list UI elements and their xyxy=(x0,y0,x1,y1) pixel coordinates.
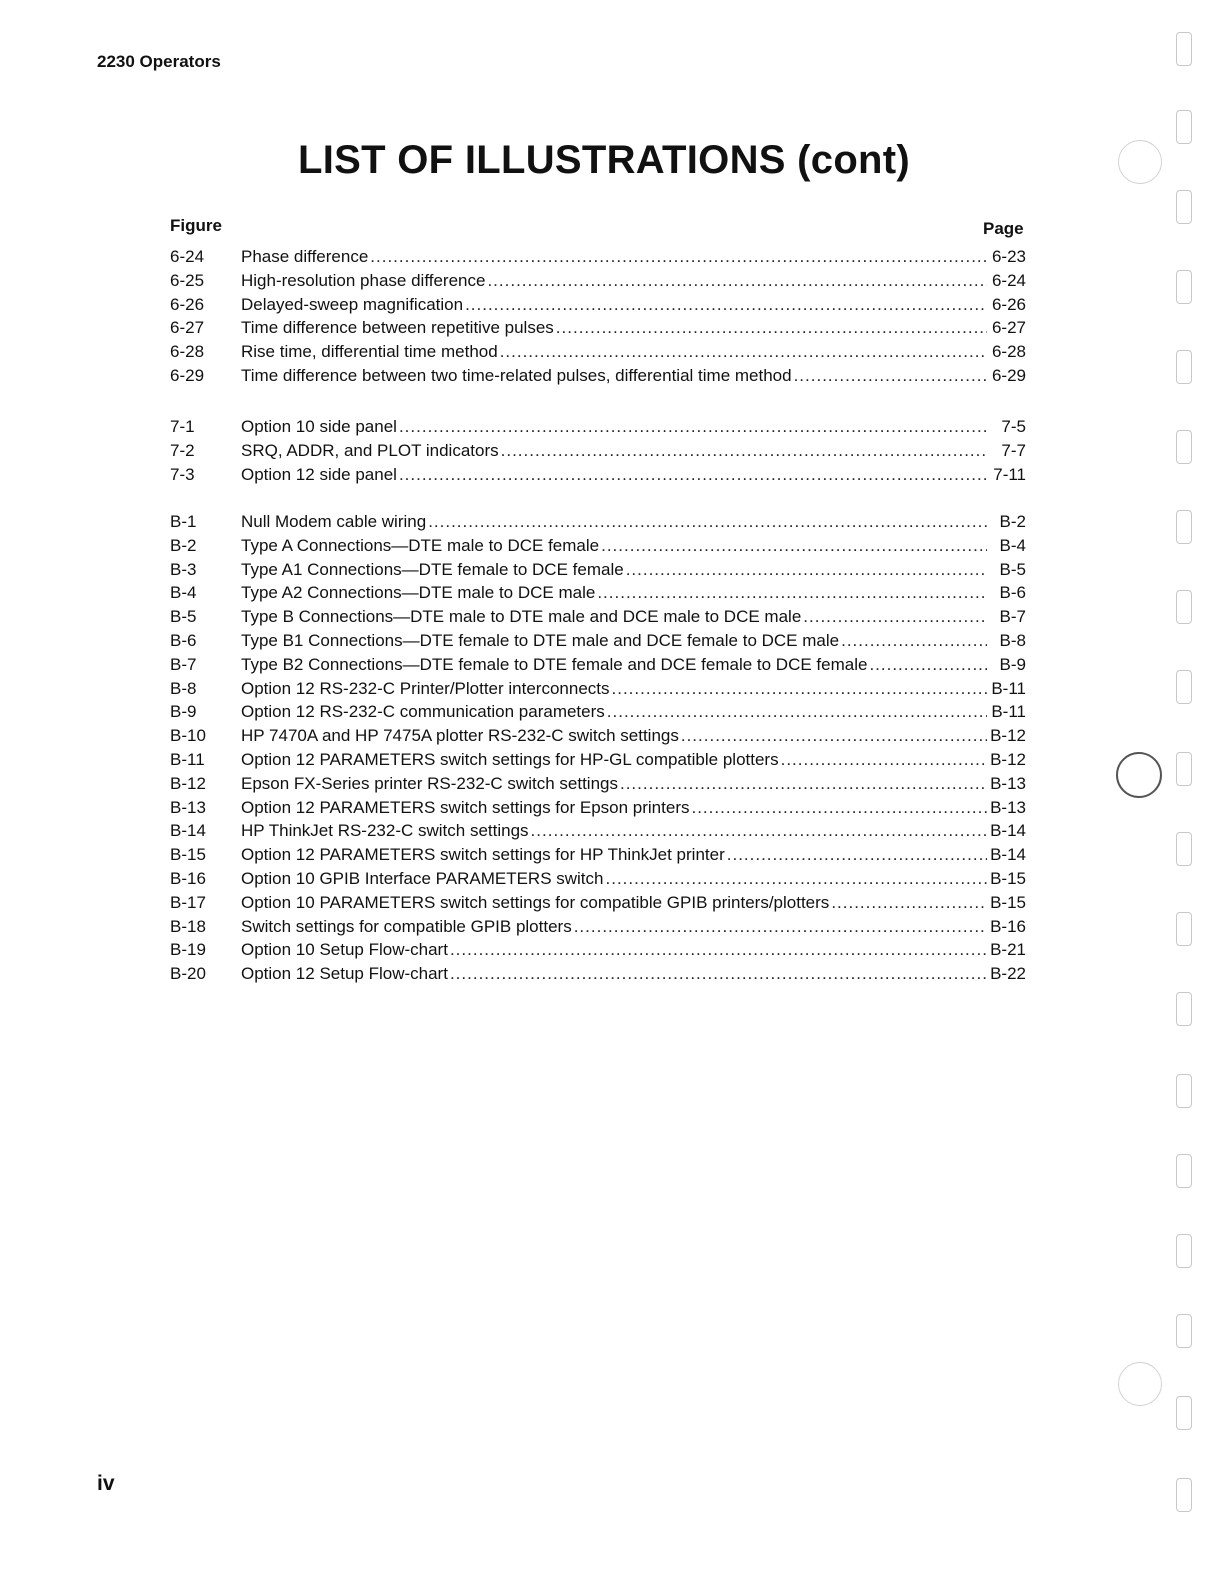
figure-number: B-14 xyxy=(170,821,206,841)
punch-hole xyxy=(1176,1314,1192,1348)
figure-entry xyxy=(170,605,1026,629)
dot-leader xyxy=(606,867,988,891)
figure-number: B-8 xyxy=(170,678,197,698)
dot-leader xyxy=(727,843,987,867)
figure-number: 6-26 xyxy=(170,294,205,314)
figure-entry xyxy=(170,581,1026,605)
punch-hole xyxy=(1176,430,1192,464)
figure-entry xyxy=(170,629,1026,653)
figure-caption: Type B1 Connections—DTE female to DTE male and DCE female to DCE male xyxy=(241,630,840,650)
dot-leader xyxy=(597,581,987,605)
punch-hole xyxy=(1176,190,1192,224)
punch-hole xyxy=(1176,1234,1192,1268)
figure-entry xyxy=(170,700,1026,724)
figure-page-ref: B-15 xyxy=(990,892,1026,912)
figure-number: B-19 xyxy=(170,940,206,960)
figure-page-ref: 7-11 xyxy=(993,464,1026,484)
punch-hole xyxy=(1176,992,1192,1026)
figure-caption: Time difference between repetitive pulses xyxy=(241,318,554,338)
figure-entry xyxy=(170,364,1026,388)
figure-page-ref: 6-23 xyxy=(991,247,1026,266)
figure-page-ref: 6-28 xyxy=(991,342,1026,362)
dot-leader xyxy=(370,245,987,269)
punch-hole xyxy=(1176,1074,1192,1108)
figure-page-ref: B-11 xyxy=(991,702,1026,722)
figure-entry xyxy=(170,340,1026,364)
figure-entry xyxy=(170,510,1026,534)
figure-group-chapter-7 xyxy=(170,415,1026,486)
figure-page-ref: 6-26 xyxy=(991,294,1026,314)
punch-hole xyxy=(1176,110,1192,144)
figure-caption: Option 10 GPIB Interface PARAMETERS switch xyxy=(241,868,604,888)
figure-page-ref: B-14 xyxy=(990,845,1026,865)
figure-caption: SRQ, ADDR, and PLOT indicators xyxy=(241,440,499,460)
figure-entry xyxy=(170,653,1026,677)
punch-hole xyxy=(1176,912,1192,946)
figure-caption: Time difference between two time-related pulses, differential time method xyxy=(241,365,792,385)
figure-number: B-12 xyxy=(170,773,206,793)
dot-leader xyxy=(831,891,987,915)
figure-page-ref: B-16 xyxy=(990,916,1026,936)
figure-caption: Option 12 side panel xyxy=(241,464,397,484)
figure-number: B-13 xyxy=(170,797,206,817)
figure-number: B-18 xyxy=(170,916,206,936)
figure-entry xyxy=(170,245,1026,269)
figure-number: B-9 xyxy=(170,702,197,722)
dot-leader xyxy=(501,439,987,463)
figure-number: B-10 xyxy=(170,726,206,746)
binder-ring-hole xyxy=(1116,752,1162,798)
figure-number: 6-27 xyxy=(170,318,205,338)
figure-entry xyxy=(170,415,1026,439)
figure-number: B-16 xyxy=(170,868,206,888)
figure-caption: HP 7470A and HP 7475A plotter RS-232-C switch settings xyxy=(241,726,679,746)
punch-hole xyxy=(1176,32,1192,66)
figure-caption: Phase difference xyxy=(241,247,369,266)
figure-page-ref: B-2 xyxy=(999,512,1026,531)
dot-leader xyxy=(601,534,987,558)
figure-page-ref: 6-27 xyxy=(991,318,1026,338)
dot-leader xyxy=(781,748,987,772)
figure-caption: High-resolution phase difference xyxy=(241,270,486,290)
punch-hole xyxy=(1176,1396,1192,1430)
figure-entry xyxy=(170,938,1026,962)
figure-caption: Rise time, differential time method xyxy=(241,342,498,362)
figure-entry xyxy=(170,463,1026,487)
punch-hole xyxy=(1176,1154,1192,1188)
figure-page-ref: B-8 xyxy=(999,630,1026,650)
figure-page-ref: 7-7 xyxy=(1001,440,1026,460)
figure-caption: Type B Connections—DTE male to DTE male and DCE male to DCE male xyxy=(241,607,802,627)
figure-number: B-11 xyxy=(170,749,205,769)
figure-entry xyxy=(170,558,1026,582)
dot-leader xyxy=(465,293,987,317)
dot-leader xyxy=(399,463,987,487)
figure-page-ref: 7-5 xyxy=(1001,417,1026,436)
figure-entry xyxy=(170,915,1026,939)
figure-number: 6-24 xyxy=(170,247,205,266)
dot-leader xyxy=(450,938,987,962)
figure-entry xyxy=(170,269,1026,293)
figure-entry xyxy=(170,534,1026,558)
dot-leader xyxy=(500,340,987,364)
figure-page-ref: B-6 xyxy=(999,583,1026,603)
dot-leader xyxy=(607,700,987,724)
punch-hole xyxy=(1176,1478,1192,1512)
figure-number: B-2 xyxy=(170,535,197,555)
figure-number: 6-28 xyxy=(170,342,205,362)
punch-hole xyxy=(1176,752,1192,786)
dot-leader xyxy=(620,772,987,796)
dot-leader xyxy=(487,269,987,293)
dot-leader xyxy=(450,962,987,986)
dot-leader xyxy=(428,510,987,534)
figure-number: B-7 xyxy=(170,654,197,674)
figure-number: 7-1 xyxy=(170,417,195,436)
punch-hole xyxy=(1176,270,1192,304)
dot-leader xyxy=(841,629,987,653)
figure-page-ref: B-9 xyxy=(999,654,1026,674)
figure-entry xyxy=(170,867,1026,891)
figure-caption: HP ThinkJet RS-232-C switch settings xyxy=(241,821,529,841)
figure-column-header: Figure xyxy=(170,216,222,235)
punch-hole xyxy=(1176,832,1192,866)
dot-leader xyxy=(574,915,987,939)
figure-caption: Epson FX-Series printer RS-232-C switch settings xyxy=(241,773,618,793)
punch-hole xyxy=(1176,670,1192,704)
figure-number: 6-29 xyxy=(170,365,205,385)
figure-entry xyxy=(170,724,1026,748)
figure-caption: Type A Connections—DTE male to DCE female xyxy=(241,535,600,555)
figure-page-ref: 6-29 xyxy=(991,365,1026,385)
figure-entry xyxy=(170,748,1026,772)
figure-page-ref: B-13 xyxy=(990,773,1026,793)
figure-caption: Option 10 side panel xyxy=(241,417,397,436)
dot-leader xyxy=(556,316,987,340)
figure-caption: Option 12 PARAMETERS switch settings for Epson printers xyxy=(241,797,690,817)
binder-punch-holes xyxy=(1170,0,1210,1578)
dot-leader xyxy=(803,605,987,629)
figure-entry xyxy=(170,962,1026,986)
figure-page-ref: B-14 xyxy=(990,821,1026,841)
figure-caption: Switch settings for compatible GPIB plotters xyxy=(241,916,572,936)
dot-leader xyxy=(794,364,987,388)
figure-entry xyxy=(170,316,1026,340)
figure-entry xyxy=(170,819,1026,843)
figure-number: B-17 xyxy=(170,892,206,912)
binder-ring-hole xyxy=(1118,140,1162,184)
figure-caption: Option 12 RS-232-C Printer/Plotter interconnects xyxy=(241,678,610,698)
figure-caption: Option 10 Setup Flow-chart xyxy=(241,940,448,960)
figure-number: B-20 xyxy=(170,964,206,984)
figure-caption: Type B2 Connections—DTE female to DTE female and DCE female to DCE female xyxy=(241,654,868,674)
figure-group-appendix-b xyxy=(170,510,1026,986)
figure-number: B-6 xyxy=(170,630,197,650)
figure-caption: Option 12 RS-232-C communication parameters xyxy=(241,702,605,722)
figure-caption: Delayed-sweep magnification xyxy=(241,294,464,314)
figure-caption: Null Modem cable wiring xyxy=(241,512,427,531)
figure-number: B-5 xyxy=(170,607,197,627)
figure-entry xyxy=(170,796,1026,820)
figure-page-ref: B-21 xyxy=(990,940,1026,960)
dot-leader xyxy=(531,819,987,843)
figure-caption: Option 12 PARAMETERS switch settings for HP-GL compatible plotters xyxy=(241,749,779,769)
figure-number: 6-25 xyxy=(170,270,205,290)
figure-entry xyxy=(170,293,1026,317)
dot-leader xyxy=(691,796,987,820)
dot-leader xyxy=(626,558,987,582)
figure-page-ref: 6-24 xyxy=(991,270,1026,290)
figure-number: B-4 xyxy=(170,583,197,603)
figure-caption: Option 12 PARAMETERS switch settings for HP ThinkJet printer xyxy=(241,845,725,865)
figure-caption: Type A2 Connections—DTE male to DCE male xyxy=(241,583,596,603)
dot-leader xyxy=(399,415,987,439)
figure-caption: Option 10 PARAMETERS switch settings for compatible GPIB printers/plotters xyxy=(241,892,830,912)
figure-number: 7-2 xyxy=(170,440,195,460)
figure-entry xyxy=(170,772,1026,796)
figure-number: 7-3 xyxy=(170,464,195,484)
figure-caption: Option 12 Setup Flow-chart xyxy=(241,964,448,984)
binder-ring-hole xyxy=(1118,1362,1162,1406)
figure-entry xyxy=(170,677,1026,701)
figure-page-ref: B-13 xyxy=(990,797,1026,817)
figure-group-chapter-6 xyxy=(170,245,1026,388)
figure-number: B-3 xyxy=(170,559,197,579)
dot-leader xyxy=(681,724,987,748)
dot-leader xyxy=(869,653,987,677)
running-head: 2230 Operators xyxy=(97,52,221,71)
dot-leader xyxy=(612,677,987,701)
punch-hole xyxy=(1176,350,1192,384)
page-number: iv xyxy=(97,1472,115,1495)
page-title: LIST OF ILLUSTRATIONS (cont) xyxy=(298,138,911,182)
punch-hole xyxy=(1176,590,1192,624)
figure-page-ref: B-7 xyxy=(999,607,1026,627)
figure-number: B-15 xyxy=(170,845,206,865)
figure-entry xyxy=(170,891,1026,915)
figure-number: B-1 xyxy=(170,512,197,531)
figure-page-ref: B-12 xyxy=(990,726,1026,746)
figure-caption: Type A1 Connections—DTE female to DCE female xyxy=(241,559,624,579)
figure-page-ref: B-4 xyxy=(999,535,1026,555)
figure-entry xyxy=(170,439,1026,463)
figure-page-ref: B-22 xyxy=(990,964,1026,984)
punch-hole xyxy=(1176,510,1192,544)
figure-page-ref: B-15 xyxy=(990,868,1026,888)
figure-page-ref: B-12 xyxy=(990,749,1026,769)
figure-page-ref: B-5 xyxy=(999,559,1026,579)
figure-entry xyxy=(170,843,1026,867)
figure-page-ref: B-11 xyxy=(991,678,1026,698)
page-column-header: Page xyxy=(983,219,1024,238)
